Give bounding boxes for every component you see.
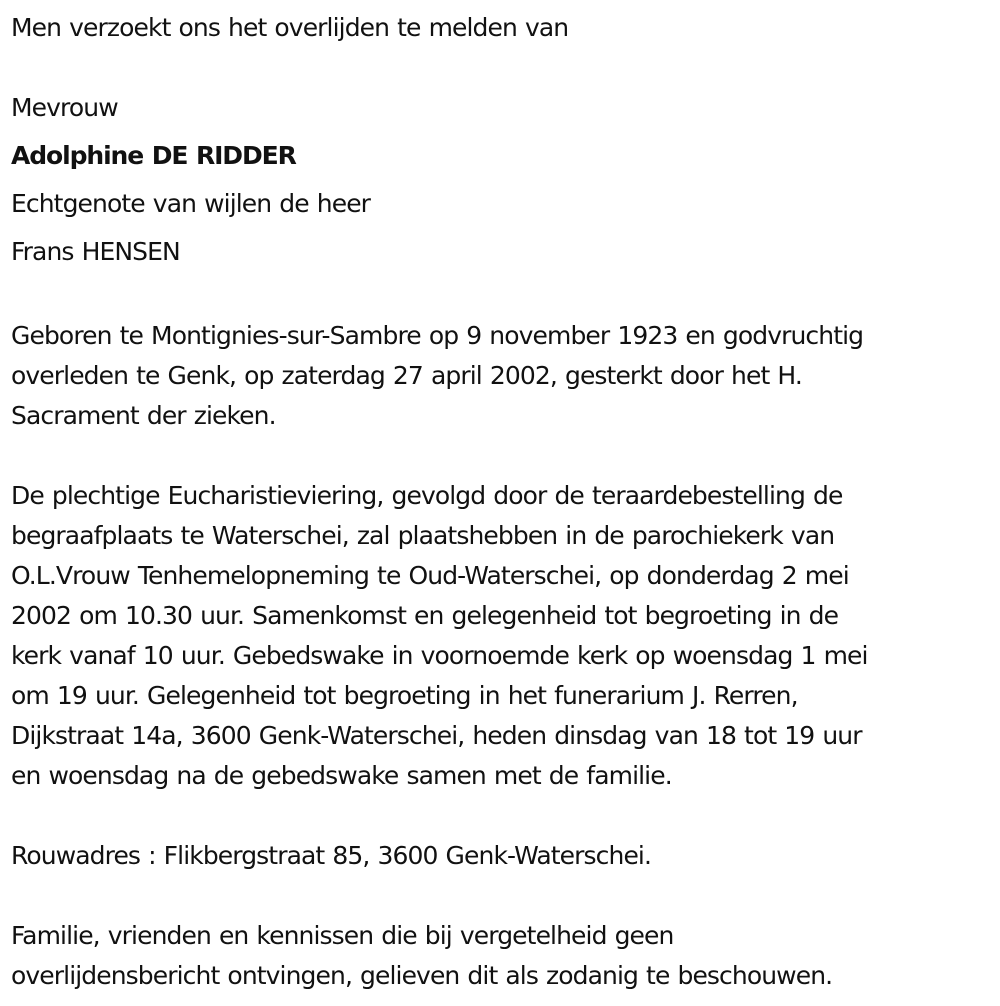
paragraph-line: O.L.Vrouw Tenhemelopneming te Oud-Waterschei, op donderdag 2 mei <box>11 561 849 590</box>
relation-text: Echtgenote van wijlen de heer <box>11 189 371 218</box>
birth-death-paragraph <box>11 316 1000 436</box>
spacer <box>11 276 1000 316</box>
paragraph-line: Dijkstraat 14a, 3600 Genk-Waterschei, heden dinsdag van 18 tot 19 uur <box>11 721 862 750</box>
paragraph-line: De plechtige Eucharistieviering, gevolgd door de teraardebestelling de <box>11 481 843 510</box>
deceased-block <box>11 84 1000 276</box>
spouse-name: Frans HENSEN <box>11 237 180 266</box>
intro-text: Men verzoekt ons het overlijden te melden van <box>11 13 569 42</box>
paragraph-line: om 19 uur. Gelegenheid tot begroeting in het funerarium J. Rerren, <box>11 681 798 710</box>
paragraph-line: en woensdag na de gebedswake samen met de familie. <box>11 761 672 790</box>
deceased-name: Adolphine DE RIDDER <box>11 141 296 170</box>
spacer <box>11 796 1000 836</box>
paragraph-line: begraafplaats te Waterschei, zal plaatshebben in de parochiekerk van <box>11 521 835 550</box>
paragraph-line: Sacrament der zieken. <box>11 401 276 430</box>
closing-paragraph <box>11 916 1000 996</box>
paragraph-line: 2002 om 10.30 uur. Samenkomst en gelegenheid tot begroeting in de <box>11 601 839 630</box>
salutation: Mevrouw <box>11 93 118 122</box>
paragraph-line: kerk vanaf 10 uur. Gebedswake in voornoemde kerk op woensdag 1 mei <box>11 641 868 670</box>
paragraph-line: overleden te Genk, op zaterdag 27 april 2002, gesterkt door het H. <box>11 361 802 390</box>
spacer <box>11 876 1000 916</box>
paragraph-line: Geboren te Montignies-sur-Sambre op 9 november 1923 en godvruchtig <box>11 321 864 350</box>
mourning-address: Rouwadres : Flikbergstraat 85, 3600 Genk-Waterschei. <box>11 841 652 870</box>
ceremony-paragraph <box>11 476 1000 796</box>
spacer <box>11 436 1000 476</box>
spacer <box>11 48 1000 88</box>
paragraph-line: overlijdensbericht ontvingen, gelieven dit als zodanig te beschouwen. <box>11 961 833 990</box>
paragraph-line: Familie, vrienden en kennissen die bij vergetelheid geen <box>11 921 674 950</box>
